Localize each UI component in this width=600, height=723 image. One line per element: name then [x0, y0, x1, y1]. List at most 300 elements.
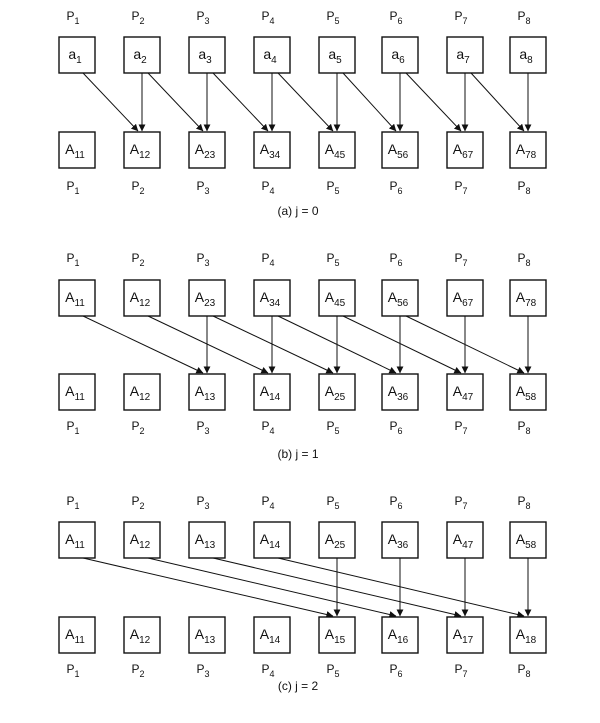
cell-value-base: A — [65, 383, 75, 399]
processor-label-bottom-7-base: P — [454, 662, 463, 676]
cell-value-subscript: 3 — [206, 55, 212, 66]
cell-value-subscript: 14 — [269, 635, 281, 646]
processor-label-top-5-base: P — [326, 494, 335, 508]
processor-label-bottom-2-base: P — [131, 419, 140, 433]
processor-label-top-7-base: P — [454, 251, 463, 265]
processor-label-bottom-5 — [326, 419, 339, 436]
processor-label-bottom-7-base: P — [454, 179, 463, 193]
processor-label-top-2 — [131, 9, 144, 26]
cell-value-base: A — [194, 383, 205, 399]
cell-value-base: A — [324, 531, 335, 547]
processor-label-top-4-base: P — [261, 9, 270, 23]
bottom-cell-1 — [59, 617, 95, 653]
processor-label-top-8-base: P — [517, 251, 526, 265]
processor-label-bottom-4-subscript: 4 — [269, 186, 275, 196]
processor-label-top-8 — [517, 494, 530, 511]
processor-label-top-5-subscript: 5 — [334, 501, 340, 511]
cell-value-subscript: 12 — [139, 392, 151, 403]
processor-label-top-7 — [454, 251, 467, 268]
processor-label-bottom-5-subscript: 5 — [334, 426, 340, 436]
cell-value-base: A — [324, 141, 335, 157]
cell-value-base: A — [387, 383, 398, 399]
processor-label-bottom-3 — [196, 179, 209, 196]
bottom-cell-4 — [254, 374, 290, 410]
cell-value-subscript: 15 — [334, 635, 346, 646]
processor-label-bottom-7-subscript: 7 — [462, 426, 468, 436]
cell-value-base: A — [129, 626, 140, 642]
cell-value-base: A — [259, 141, 270, 157]
cell-value-base: A — [452, 383, 463, 399]
cell-value-base: A — [129, 531, 140, 547]
top-cell-8 — [510, 522, 546, 558]
bottom-cell-3 — [189, 132, 225, 168]
processor-label-top-4 — [261, 494, 274, 511]
arrow-p2-to-p3 — [148, 73, 203, 131]
processor-label-bottom-6-base: P — [389, 662, 398, 676]
panel-caption: (a) j = 0 — [277, 204, 319, 218]
cell-value-subscript: 12 — [139, 635, 151, 646]
processor-label-bottom-1 — [66, 662, 79, 679]
processor-label-bottom-7 — [454, 419, 467, 436]
processor-label-bottom-1-subscript: 1 — [74, 669, 80, 679]
cell-value-base: A — [324, 626, 335, 642]
cell-value-base: A — [129, 383, 140, 399]
top-cell-3 — [189, 280, 225, 316]
bottom-cell-7 — [447, 617, 483, 653]
arrows — [83, 558, 528, 616]
cell-value-base: A — [387, 531, 398, 547]
cell-value-base: A — [259, 626, 270, 642]
bottom-cell-2 — [124, 374, 160, 410]
processor-label-top-5 — [326, 494, 339, 511]
processor-label-bottom-8-base: P — [517, 419, 526, 433]
bottom-cell-5 — [319, 132, 355, 168]
bottom-cell-3 — [189, 617, 225, 653]
processor-label-top-6 — [389, 494, 402, 511]
bottom-cell-8 — [510, 132, 546, 168]
processor-label-top-2-base: P — [131, 9, 140, 23]
cell-value-subscript: 34 — [269, 150, 281, 161]
processor-label-top-6-subscript: 6 — [397, 258, 403, 268]
processor-label-top-1-base: P — [66, 251, 75, 265]
processor-label-top-7-subscript: 7 — [462, 258, 468, 268]
processor-label-top-7-subscript: 7 — [462, 501, 468, 511]
cell-value-base: A — [452, 141, 463, 157]
top-cell-7 — [447, 37, 483, 73]
bottom-cell-2 — [124, 132, 160, 168]
processor-label-bottom-7-subscript: 7 — [462, 669, 468, 679]
processor-label-top-2-base: P — [131, 494, 140, 508]
cell-value-base: A — [194, 531, 205, 547]
processor-label-top-8 — [517, 251, 530, 268]
cell-value-base: a — [328, 46, 337, 62]
cell-value-subscript: 34 — [269, 298, 281, 309]
panel-b — [59, 251, 546, 461]
top-cell-1 — [59, 522, 95, 558]
processor-label-top-7 — [454, 9, 467, 26]
processor-label-bottom-8-subscript: 8 — [525, 669, 531, 679]
processor-label-top-5-subscript: 5 — [334, 258, 340, 268]
panel-a — [59, 9, 546, 218]
top-cell-6 — [382, 280, 418, 316]
cell-value-base: A — [194, 141, 205, 157]
cell-value-subscript: 4 — [271, 55, 277, 66]
cell-value-subscript: 18 — [525, 635, 537, 646]
cell-value-base: A — [515, 289, 526, 305]
processor-label-bottom-4-subscript: 4 — [269, 669, 275, 679]
cell-value-base: A — [65, 626, 75, 642]
cell-value-base: A — [387, 141, 398, 157]
cell-value-subscript: 36 — [397, 540, 409, 551]
processor-label-bottom-7-subscript: 7 — [462, 186, 468, 196]
top-cell-5 — [319, 37, 355, 73]
processor-label-top-5-subscript: 5 — [334, 16, 340, 26]
cell-value-subscript: 17 — [462, 635, 474, 646]
processor-label-top-4-subscript: 4 — [269, 16, 275, 26]
cell-value-subscript: 45 — [334, 150, 346, 161]
cell-value-subscript: 14 — [269, 392, 281, 403]
processor-label-top-4-base: P — [261, 251, 270, 265]
processor-label-bottom-2 — [131, 662, 144, 679]
processor-label-bottom-6-subscript: 6 — [397, 426, 403, 436]
processor-label-top-3 — [196, 251, 209, 268]
cell-value-base: A — [452, 531, 463, 547]
processor-label-top-8-base: P — [517, 9, 526, 23]
top-cell-7 — [447, 280, 483, 316]
processor-label-bottom-6-subscript: 6 — [397, 669, 403, 679]
processor-label-bottom-5-subscript: 5 — [334, 669, 340, 679]
cell-value-base: A — [259, 289, 270, 305]
processor-label-top-8-base: P — [517, 494, 526, 508]
processor-label-top-3-subscript: 3 — [204, 258, 210, 268]
arrows — [83, 73, 528, 131]
arrow-p6-to-p7 — [406, 73, 461, 131]
bottom-cell-1 — [59, 374, 95, 410]
processor-label-top-5-base: P — [326, 251, 335, 265]
processor-label-bottom-3 — [196, 662, 209, 679]
processor-label-top-5-base: P — [326, 9, 335, 23]
top-cell-4 — [254, 37, 290, 73]
processor-label-top-6-subscript: 6 — [397, 501, 403, 511]
processor-label-bottom-1-subscript: 1 — [74, 426, 80, 436]
bottom-cell-6 — [382, 374, 418, 410]
processor-label-bottom-8 — [517, 662, 530, 679]
arrow-p1-to-p5 — [83, 558, 333, 616]
processor-label-bottom-1-base: P — [66, 419, 75, 433]
processor-label-top-4 — [261, 9, 274, 26]
processor-label-bottom-2 — [131, 419, 144, 436]
cell-value-subscript: 12 — [139, 150, 151, 161]
processor-label-bottom-4-base: P — [261, 419, 270, 433]
top-cell-1 — [59, 37, 95, 73]
processor-label-top-8-subscript: 8 — [525, 501, 531, 511]
processor-label-bottom-6 — [389, 662, 402, 679]
bottom-cell-4 — [254, 617, 290, 653]
cell-value-base: A — [129, 289, 140, 305]
cell-value-subscript: 58 — [525, 540, 537, 551]
cell-value-base: A — [515, 626, 526, 642]
arrow-p4-to-p5 — [278, 73, 333, 131]
processor-label-bottom-4 — [261, 179, 274, 196]
bottom-cell-6 — [382, 617, 418, 653]
processor-label-top-3-subscript: 3 — [204, 501, 210, 511]
cell-value-subscript: 12 — [139, 298, 151, 309]
cell-value-subscript: 7 — [464, 55, 470, 66]
cell-value-subscript: 23 — [204, 150, 216, 161]
cell-value-base: A — [194, 626, 205, 642]
top-cell-8 — [510, 280, 546, 316]
arrow-p2-to-p6 — [148, 558, 396, 616]
arrow-p7-to-p8 — [471, 73, 524, 131]
processor-label-top-6 — [389, 9, 402, 26]
processor-label-bottom-2-subscript: 2 — [139, 186, 145, 196]
processor-label-bottom-8 — [517, 179, 530, 196]
processor-label-top-4-subscript: 4 — [269, 258, 275, 268]
processor-label-bottom-5 — [326, 179, 339, 196]
cell-value-subscript: 56 — [397, 150, 409, 161]
processor-label-bottom-7-base: P — [454, 419, 463, 433]
processor-label-bottom-8-subscript: 8 — [525, 186, 531, 196]
processor-label-top-2-subscript: 2 — [139, 501, 145, 511]
cell-value-base: A — [515, 383, 526, 399]
cell-value-subscript: 11 — [74, 635, 85, 646]
cell-value-subscript: 58 — [525, 392, 537, 403]
processor-label-bottom-1-base: P — [66, 662, 75, 676]
processor-label-bottom-6-base: P — [389, 179, 398, 193]
processor-label-top-6-base: P — [389, 494, 398, 508]
cell-value-subscript: 25 — [334, 540, 346, 551]
processor-label-top-8-subscript: 8 — [525, 258, 531, 268]
cell-value-base: A — [387, 626, 398, 642]
cell-value-subscript: 13 — [204, 635, 216, 646]
processor-label-bottom-8-subscript: 8 — [525, 426, 531, 436]
processor-label-top-4-base: P — [261, 494, 270, 508]
processor-label-bottom-1-base: P — [66, 179, 75, 193]
processor-label-top-2-base: P — [131, 251, 140, 265]
cell-value-base: a — [68, 46, 77, 62]
cell-value-subscript: 5 — [336, 55, 342, 66]
processor-label-bottom-5-base: P — [326, 419, 335, 433]
bottom-cell-7 — [447, 132, 483, 168]
top-cell-2 — [124, 522, 160, 558]
cell-value-subscript: 11 — [74, 392, 85, 403]
panel-c — [59, 494, 546, 693]
cell-value-subscript: 14 — [269, 540, 281, 551]
processor-label-top-6-base: P — [389, 9, 398, 23]
cell-value-base: A — [324, 383, 335, 399]
processor-label-bottom-2-base: P — [131, 662, 140, 676]
bottom-cell-3 — [189, 374, 225, 410]
processor-label-top-8-subscript: 8 — [525, 16, 531, 26]
top-cell-3 — [189, 37, 225, 73]
cell-value-subscript: 47 — [462, 540, 474, 551]
processor-label-top-2 — [131, 494, 144, 511]
processor-label-bottom-8-base: P — [517, 662, 526, 676]
cell-value-subscript: 1 — [76, 55, 82, 66]
processor-label-top-1-subscript: 1 — [74, 501, 80, 511]
cell-value-base: A — [324, 289, 335, 305]
processor-label-top-7 — [454, 494, 467, 511]
processor-label-top-1 — [66, 494, 79, 511]
bottom-cell-5 — [319, 374, 355, 410]
cell-value-subscript: 8 — [527, 55, 533, 66]
arrow-p2-to-p4 — [148, 316, 268, 373]
cell-value-base: A — [129, 141, 140, 157]
processor-label-top-1-subscript: 1 — [74, 16, 80, 26]
processor-label-top-4 — [261, 251, 274, 268]
cell-value-subscript: 67 — [462, 150, 474, 161]
top-cell-5 — [319, 522, 355, 558]
cell-value-base: A — [452, 289, 463, 305]
cell-value-base: a — [133, 46, 142, 62]
processor-label-bottom-3-subscript: 3 — [204, 426, 210, 436]
processor-label-top-2-subscript: 2 — [139, 16, 145, 26]
cell-value-subscript: 11 — [74, 540, 85, 551]
arrow-p3-to-p5 — [213, 316, 333, 373]
cell-value-subscript: 2 — [141, 55, 147, 66]
panel-caption: (c) j = 2 — [277, 679, 319, 693]
processor-label-bottom-1-subscript: 1 — [74, 186, 80, 196]
cell-value-base: A — [194, 289, 205, 305]
cell-value-subscript: 16 — [397, 635, 409, 646]
bottom-cell-6 — [382, 132, 418, 168]
processor-label-top-8 — [517, 9, 530, 26]
processor-label-bottom-4 — [261, 419, 274, 436]
arrows — [83, 316, 528, 373]
processor-label-top-5 — [326, 251, 339, 268]
arrow-p1-to-p2 — [83, 73, 138, 131]
processor-label-bottom-7 — [454, 662, 467, 679]
top-cell-7 — [447, 522, 483, 558]
cell-value-subscript: 11 — [74, 298, 85, 309]
top-cell-4 — [254, 522, 290, 558]
top-cell-2 — [124, 280, 160, 316]
cell-value-base: A — [65, 289, 75, 305]
processor-label-bottom-3-base: P — [196, 179, 205, 193]
cell-value-base: A — [387, 289, 398, 305]
processor-label-bottom-6-base: P — [389, 419, 398, 433]
processor-label-top-5 — [326, 9, 339, 26]
arrow-p3-to-p4 — [213, 73, 268, 131]
cell-value-subscript: 56 — [397, 298, 409, 309]
cell-value-subscript: 45 — [334, 298, 346, 309]
processor-label-top-4-subscript: 4 — [269, 501, 275, 511]
processor-label-top-1-subscript: 1 — [74, 258, 80, 268]
cell-value-base: A — [65, 141, 75, 157]
top-cell-2 — [124, 37, 160, 73]
cell-value-base: A — [452, 626, 463, 642]
processor-label-bottom-3 — [196, 419, 209, 436]
processor-label-top-3-base: P — [196, 251, 205, 265]
processor-label-top-1-base: P — [66, 9, 75, 23]
panel-caption: (b) j = 1 — [277, 447, 319, 461]
cell-value-subscript: 13 — [204, 392, 216, 403]
cell-value-subscript: 13 — [204, 540, 216, 551]
processor-label-bottom-2-base: P — [131, 179, 140, 193]
cell-value-subscript: 78 — [525, 150, 537, 161]
arrow-p1-to-p3 — [83, 316, 203, 373]
cell-value-subscript: 12 — [139, 540, 151, 551]
cell-value-base: a — [456, 46, 465, 62]
arrow-p5-to-p6 — [343, 73, 396, 131]
processor-label-bottom-2-subscript: 2 — [139, 426, 145, 436]
top-cell-1 — [59, 280, 95, 316]
processor-label-bottom-4-subscript: 4 — [269, 426, 275, 436]
top-cell-4 — [254, 280, 290, 316]
top-cell-5 — [319, 280, 355, 316]
processor-label-bottom-3-base: P — [196, 662, 205, 676]
processor-label-bottom-5-subscript: 5 — [334, 186, 340, 196]
cell-value-base: a — [519, 46, 528, 62]
processor-label-top-2 — [131, 251, 144, 268]
processor-label-bottom-3-subscript: 3 — [204, 186, 210, 196]
bottom-cell-2 — [124, 617, 160, 653]
cell-value-subscript: 25 — [334, 392, 346, 403]
processor-label-bottom-8 — [517, 419, 530, 436]
arrow-p5-to-p7 — [343, 316, 461, 373]
processor-label-bottom-5-base: P — [326, 662, 335, 676]
processor-label-top-3-base: P — [196, 9, 205, 23]
cell-value-base: a — [391, 46, 400, 62]
processor-label-top-3 — [196, 494, 209, 511]
processor-label-top-6-base: P — [389, 251, 398, 265]
bottom-cell-7 — [447, 374, 483, 410]
cell-value-subscript: 67 — [462, 298, 474, 309]
top-cell-8 — [510, 37, 546, 73]
bottom-cell-4 — [254, 132, 290, 168]
cell-value-base: A — [259, 383, 270, 399]
cell-value-base: A — [65, 531, 75, 547]
processor-label-bottom-4-base: P — [261, 662, 270, 676]
processor-label-bottom-3-base: P — [196, 419, 205, 433]
processor-label-top-7-base: P — [454, 9, 463, 23]
processor-label-top-1 — [66, 251, 79, 268]
processor-label-bottom-3-subscript: 3 — [204, 669, 210, 679]
cell-value-base: a — [198, 46, 207, 62]
processor-label-bottom-6-subscript: 6 — [397, 186, 403, 196]
processor-label-top-7-base: P — [454, 494, 463, 508]
processor-label-top-7-subscript: 7 — [462, 16, 468, 26]
bottom-cell-8 — [510, 374, 546, 410]
processor-label-bottom-7 — [454, 179, 467, 196]
processor-label-bottom-1 — [66, 179, 79, 196]
processor-label-bottom-4 — [261, 662, 274, 679]
top-cell-3 — [189, 522, 225, 558]
processor-label-bottom-5-base: P — [326, 179, 335, 193]
processor-label-bottom-5 — [326, 662, 339, 679]
bottom-cell-5 — [319, 617, 355, 653]
processor-label-top-3-base: P — [196, 494, 205, 508]
processor-label-top-3 — [196, 9, 209, 26]
arrow-p4-to-p8 — [278, 558, 524, 616]
cell-value-base: A — [515, 141, 526, 157]
processor-label-top-1 — [66, 9, 79, 26]
top-cell-6 — [382, 522, 418, 558]
cell-value-base: a — [263, 46, 272, 62]
processor-label-top-1-base: P — [66, 494, 75, 508]
cell-value-base: A — [515, 531, 526, 547]
cell-value-subscript: 23 — [204, 298, 216, 309]
processor-label-bottom-2-subscript: 2 — [139, 669, 145, 679]
processor-label-bottom-6 — [389, 419, 402, 436]
processor-label-top-6-subscript: 6 — [397, 16, 403, 26]
processor-label-bottom-8-base: P — [517, 179, 526, 193]
cell-value-subscript: 36 — [397, 392, 409, 403]
bottom-cell-1 — [59, 132, 95, 168]
cell-value-subscript: 47 — [462, 392, 474, 403]
processor-label-top-6 — [389, 251, 402, 268]
processor-label-bottom-2 — [131, 179, 144, 196]
